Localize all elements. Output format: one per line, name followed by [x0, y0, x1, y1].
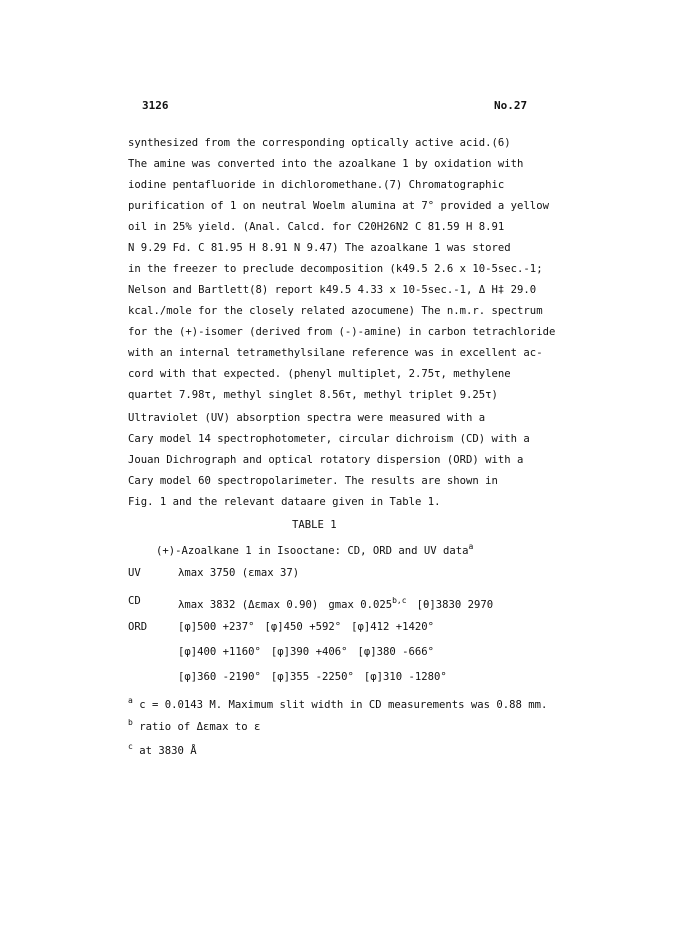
body-line: Ultraviolet (UV) absorption spectra were measured with a	[128, 412, 486, 424]
cd-label: CD	[128, 595, 141, 607]
footnote-text: at 3830 Å	[139, 745, 197, 757]
body-line: in the freezer to preclude decomposition (k49.5 2.6 x 10-5sec.-1;	[128, 263, 543, 275]
footnote-mark: b	[128, 718, 133, 727]
ord-row	[178, 670, 457, 684]
body-line: for the (+)-isomer (derived from (-)-amine) in carbon tetrachloride	[128, 326, 556, 338]
ord-cell: [φ]450 +592°	[264, 621, 342, 633]
ord-label: ORD	[128, 621, 148, 633]
body-line: quartet 7.98τ, methyl singlet 8.56τ, methyl triplet 9.25τ)	[128, 389, 498, 401]
body-line: Fig. 1 and the relevant dataare given in Table 1.	[128, 496, 441, 508]
body-line: The amine was converted into the azoalkane 1 by oxidation with	[128, 158, 524, 170]
footnote-text: ratio of Δεmax to ε	[139, 721, 261, 733]
ord-row	[178, 645, 444, 659]
ord-cell: [φ]310 -1280°	[363, 671, 447, 683]
table-caption	[156, 540, 473, 558]
body-line: synthesized from the corresponding optically active acid.(6)	[128, 137, 511, 149]
footnote-mark: a	[128, 696, 133, 705]
ord-row	[178, 620, 444, 634]
footnote-b	[128, 716, 568, 734]
body-line: N 9.29 Fd. C 81.95 H 8.91 N 9.47) The azoalkane 1 was stored	[128, 242, 511, 254]
cd-values	[178, 594, 493, 612]
body-line: with an internal tetramethylsilane reference was in excellent ac-	[128, 347, 543, 359]
footnote-a	[128, 694, 568, 712]
body-line: Nelson and Bartlett(8) report k49.5 4.33 x 10-5sec.-1, Δ H‡ 29.0	[128, 284, 537, 296]
cd-theta: [θ]3830 2970	[416, 599, 494, 611]
body-line: Cary model 60 spectropolarimeter. The results are shown in	[128, 475, 498, 487]
page-number: 3126	[142, 99, 169, 112]
ord-cell: [φ]412 +1420°	[351, 621, 435, 633]
ord-cell: [φ]380 -666°	[357, 646, 435, 658]
cd-lambda-max: λmax 3832 (Δεmax 0.90)	[178, 599, 319, 611]
uv-value: λmax 3750 (εmax 37)	[178, 567, 300, 579]
uv-label: UV	[128, 567, 141, 579]
footnote-c	[128, 740, 568, 758]
ord-cell: [φ]390 +406°	[270, 646, 348, 658]
footnote-text: c = 0.0143 M. Maximum slit width in CD measurements was 0.88 mm.	[139, 699, 548, 711]
body-line: Cary model 14 spectrophotometer, circular dichroism (CD) with a	[128, 433, 530, 445]
body-line: oil in 25% yield. (Anal. Calcd. for C20H26N2 C 81.59 H 8.91	[128, 221, 505, 233]
cd-g-max: gmax 0.025	[328, 599, 393, 611]
ord-cell: [φ]400 +1160°	[178, 646, 261, 658]
body-line: kcal./mole for the closely related azocumene) The n.m.r. spectrum	[128, 305, 543, 317]
body-line: purification of 1 on neutral Woelm alumina at 7° provided a yellow	[128, 200, 549, 212]
table-caption-footnote-mark: a	[468, 542, 474, 551]
ord-cell: [φ]360 -2190°	[178, 671, 261, 683]
footnote-mark: c	[128, 742, 133, 751]
journal-number: No.27	[494, 99, 528, 112]
ord-cell: [φ]500 +237°	[178, 621, 255, 633]
ord-cell: [φ]355 -2250°	[270, 671, 354, 683]
table-caption-text: (+)-Azoalkane 1 in Isooctane: CD, ORD and UV data	[156, 545, 469, 557]
table-title: TABLE 1	[292, 519, 337, 531]
body-line: iodine pentafluoride in dichloromethane.(7) Chromatographic	[128, 179, 505, 191]
body-line: Jouan Dichrograph and optical rotatory dispersion (ORD) with a	[128, 454, 524, 466]
body-line: cord with that expected. (phenyl multiplet, 2.75τ, methylene	[128, 368, 511, 380]
cd-footnote-marks: b,c	[392, 596, 407, 605]
